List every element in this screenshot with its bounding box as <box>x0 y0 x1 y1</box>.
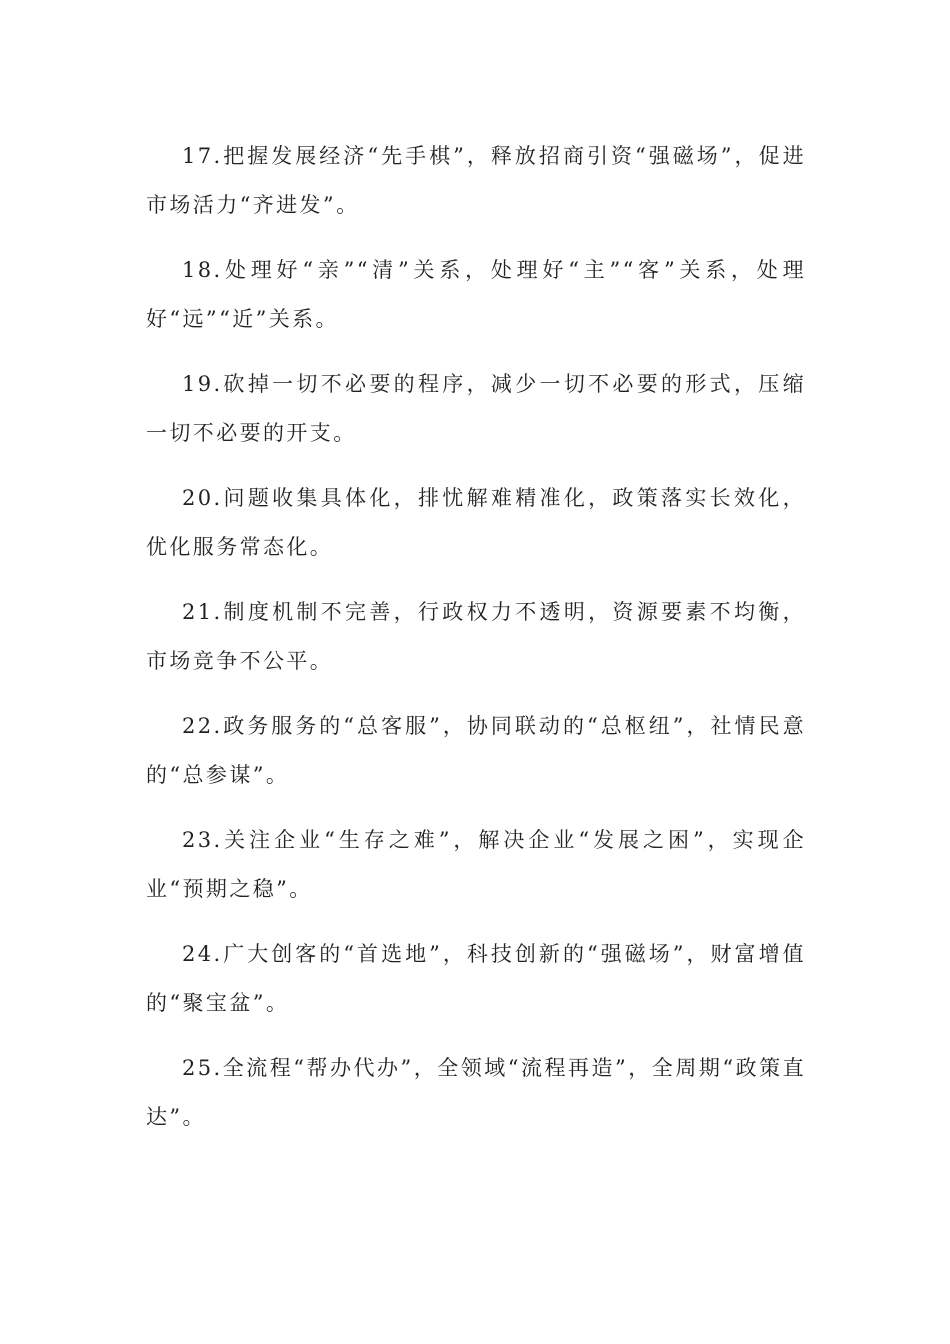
paragraph-19: 19.砍掉一切不必要的程序，减少一切不必要的形式，压缩一切不必要的开支。 <box>146 372 806 445</box>
paragraph-22: 22.政务服务的“总客服”，协同联动的“总枢纽”，社情民意的“总参谋”。 <box>146 714 806 787</box>
paragraph-21: 21.制度机制不完善，行政权力不透明，资源要素不均衡，市场竞争不公平。 <box>146 600 806 673</box>
paragraph-24: 24.广大创客的“首选地”，科技创新的“强磁场”，财富增值的“聚宝盆”。 <box>146 942 806 1015</box>
paragraph-20: 20.问题收集具体化，排忧解难精准化，政策落实长效化，优化服务常态化。 <box>146 486 806 559</box>
paragraph-17: 17.把握发展经济“先手棋”，释放招商引资“强磁场”，促进市场活力“齐进发”。 <box>146 144 806 217</box>
paragraph-18: 18.处理好“亲”“清”关系，处理好“主”“客”关系，处理好“远”“近”关系。 <box>146 258 806 331</box>
paragraph-25: 25.全流程“帮办代办”，全领域“流程再造”，全周期“政策直达”。 <box>146 1056 806 1129</box>
paragraph-23: 23.关注企业“生存之难”，解决企业“发展之困”，实现企业“预期之稳”。 <box>146 828 806 901</box>
document-body <box>146 132 806 1158</box>
